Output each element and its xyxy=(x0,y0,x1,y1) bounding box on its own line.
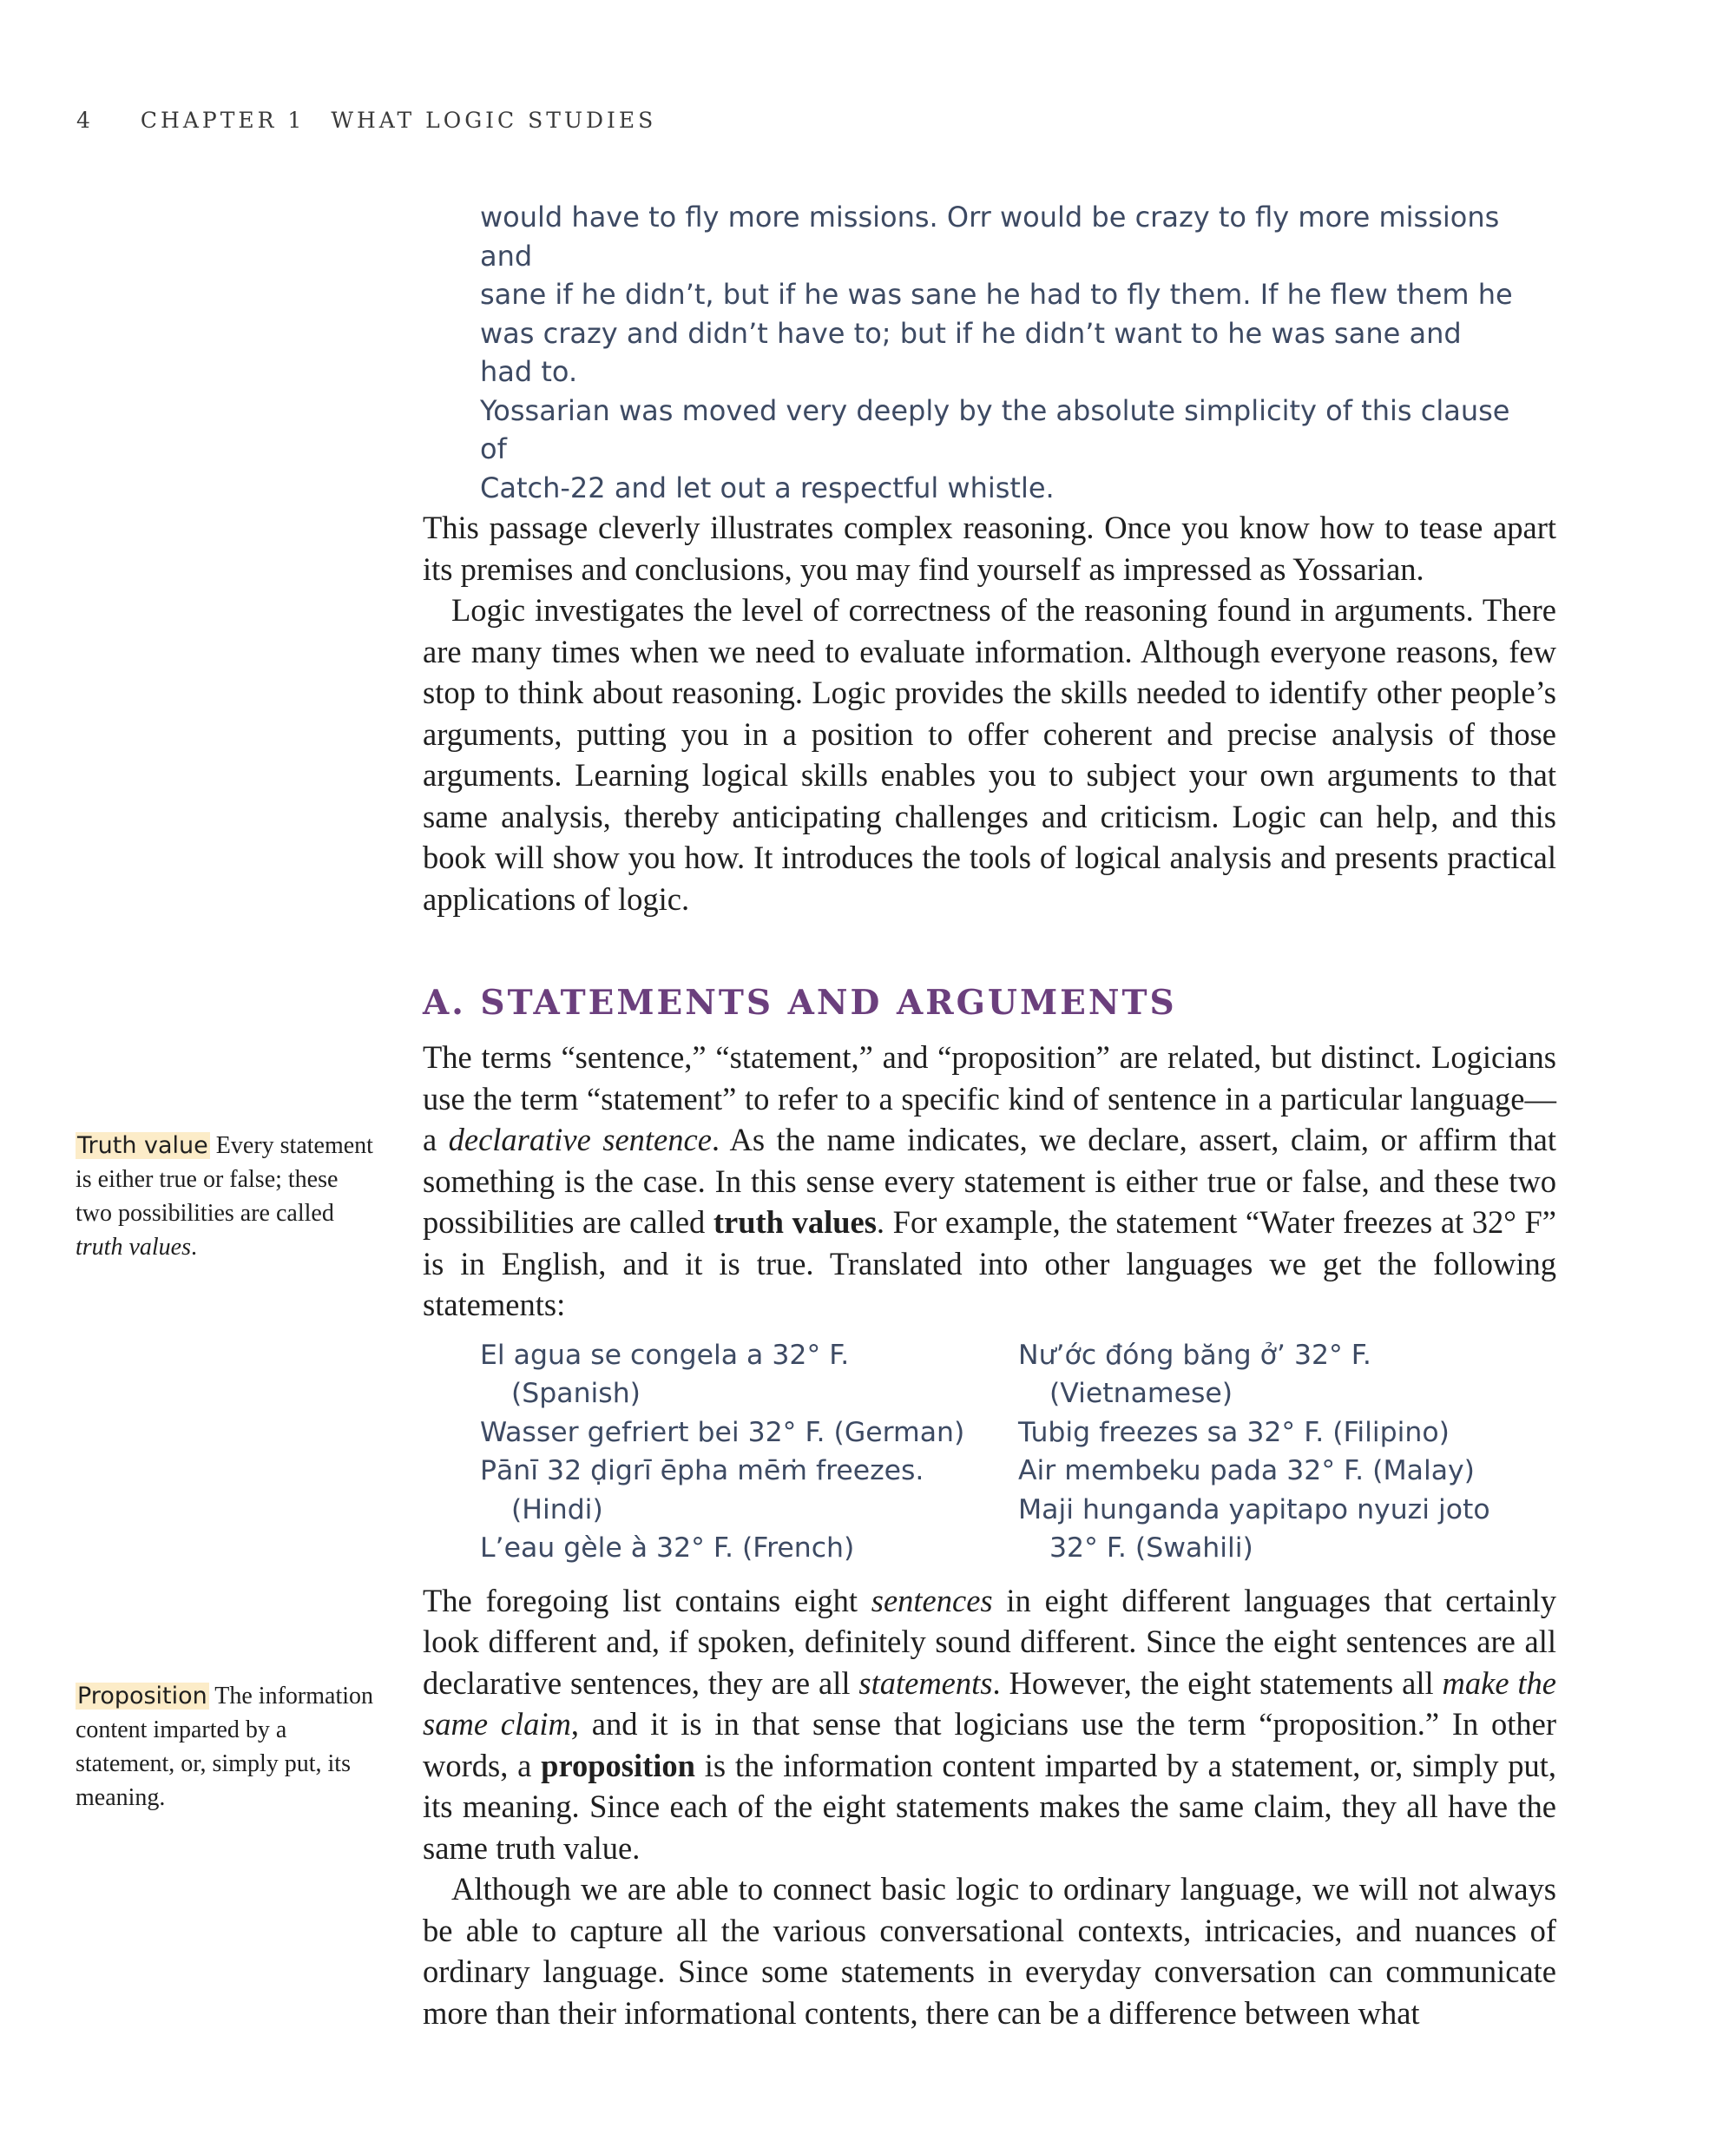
translation-item xyxy=(1018,1413,1556,1453)
translation-text: Nư’ớc đóng băng ở’ 32° F. xyxy=(1018,1339,1371,1371)
text-run: , and it is in that sense that logicians use the term “proposition.” In other words, a xyxy=(423,1706,1556,1783)
margin-note-term: Truth value xyxy=(77,1132,208,1159)
translation-text: Tubig freezes sa 32° F. (Filipino) xyxy=(1018,1416,1450,1448)
translation-language: (Spanish) xyxy=(511,1378,641,1409)
emphasis: declarative sentence xyxy=(448,1122,712,1157)
main-column xyxy=(423,198,1556,2033)
paragraph xyxy=(423,1037,1556,1326)
margin-note-truth-value xyxy=(76,1129,375,1264)
margin-note-proposition xyxy=(76,1679,375,1815)
text-run: is the information content imparted by a statement, or, simply put, its meaning. Since each of the eight statements makes the same claim, they all have the same truth value. xyxy=(423,1747,1557,1866)
margin-note-text: Every statement is either true or false; these two possibilities are called xyxy=(76,1132,373,1227)
quoted-extract xyxy=(480,198,1517,507)
translation-text: L’eau gèle à 32° F. (French) xyxy=(480,1532,855,1564)
running-head xyxy=(76,108,656,133)
translation-item xyxy=(1018,1336,1556,1413)
key-term: proposition xyxy=(541,1747,695,1783)
translation-text: Pānī 32 ḍigrī ēpha mēṁ freezes. xyxy=(480,1455,924,1486)
chapter-title: WHAT LOGIC STUDIES xyxy=(331,108,657,133)
extract-line: sane if he didn’t, but if he was sane he had to fly them. If he flew them he xyxy=(480,278,1513,311)
text-run: . For example, the statement “Water freezes at 32° F” is in English, and it is true. Translated into other languages we get the following statements: xyxy=(423,1204,1556,1322)
body-text xyxy=(423,507,1556,2033)
emphasis: make the same claim xyxy=(423,1664,1557,1742)
chapter-label: CHAPTER 1 xyxy=(140,108,306,133)
paragraph: This passage cleverly illustrates complex reasoning. Once you know how to tease apart its premises and conclusions, you may find yourself as impressed as Yossarian. xyxy=(423,510,1556,587)
extract-line: Catch-22 and let out a respectful whistle. xyxy=(480,471,1055,504)
key-term: truth values xyxy=(713,1204,877,1240)
text-run: . As the name indicates, we declare, assert, claim, or affirm that something is the case. In this sense every statement is either true or false, and these two possibilities are called xyxy=(423,1122,1557,1240)
paragraph: Logic investigates the level of correctness of the reasoning found in arguments. There are many times when we need to evaluate information. Although everyone reasons, few stop to think about reasoning. Logic provides the skills needed to identify other people’s arguments, putting you in a position to offer coherent and precise analysis of those arguments. Learning logical skills enables you to subject your own arguments to that same analysis, thereby anticipating challenges and criticism. Logic can help, and this book will show you how. It introduces the tools of logical analysis and presents practical applications of logic. xyxy=(423,592,1556,917)
emphasis: sentences xyxy=(871,1582,993,1618)
translation-item xyxy=(1018,1452,1556,1491)
extract-line: was crazy and didn’t have to; but if he didn’t want to he was sane and had to. xyxy=(480,316,1462,388)
translation-language: 32° F. (Swahili) xyxy=(1049,1532,1253,1564)
translation-item xyxy=(480,1413,1018,1453)
translation-text: Wasser gefriert bei 32° F. (German) xyxy=(480,1416,965,1448)
paragraph xyxy=(423,1580,1556,1869)
text-run: The terms “sentence,” “statement,” and “proposition” are related, but distinct. Logicians use the term “statement” to refer to a specific kind of sentence in a particular language—a xyxy=(423,1039,1556,1157)
translation-text: Air membeku pada 32° F. (Malay) xyxy=(1018,1455,1475,1486)
emphasis: statements xyxy=(858,1664,993,1701)
translation-item xyxy=(480,1452,1018,1529)
translation-text: Maji hunganda yapitapo nyuzi joto xyxy=(1018,1493,1490,1525)
translation-language: (Vietnamese) xyxy=(1049,1378,1233,1409)
margin-note-text: The information content imparted by a statement, or, simply put, its meaning. xyxy=(76,1683,373,1811)
translation-item xyxy=(480,1529,1018,1568)
text-run: . However, the eight statements all xyxy=(992,1664,1443,1701)
translation-text: El agua se congela a 32° F. xyxy=(480,1339,850,1371)
paragraph: Although we are able to connect basic logic to ordinary language, we will not always be able to capture all the various conversational contexts, intricacies, and nuances of ordinary language. Since some statements in everyday conversation can communicate more than their informational contents, there can be a difference between what xyxy=(423,1871,1556,2031)
translation-list xyxy=(480,1336,1556,1568)
translation-column-left xyxy=(480,1336,1018,1568)
margin-note-term: Proposition xyxy=(77,1683,207,1710)
section-heading: A. STATEMENTS AND ARGUMENTS xyxy=(423,983,1177,1023)
translation-column-right xyxy=(1018,1336,1556,1568)
translation-item xyxy=(480,1336,1018,1413)
translation-language: (Hindi) xyxy=(511,1493,603,1525)
text-run: in eight different languages that certainly look different and, if spoken, definitely sound different. Since the eight sentences are all declarative sentences, they are all xyxy=(423,1582,1556,1701)
page-number: 4 xyxy=(76,108,94,133)
translation-item xyxy=(1018,1491,1556,1568)
margin-note-text: . xyxy=(191,1234,197,1261)
extract-line: Yossarian was moved very deeply by the absolute simplicity of this clause of xyxy=(480,393,1510,465)
text-run: The foregoing list contains eight xyxy=(423,1582,871,1618)
extract-line: would have to fly more missions. Orr would be crazy to fly more missions and xyxy=(480,201,1500,273)
margin-note-emphasis: truth values xyxy=(76,1234,191,1261)
